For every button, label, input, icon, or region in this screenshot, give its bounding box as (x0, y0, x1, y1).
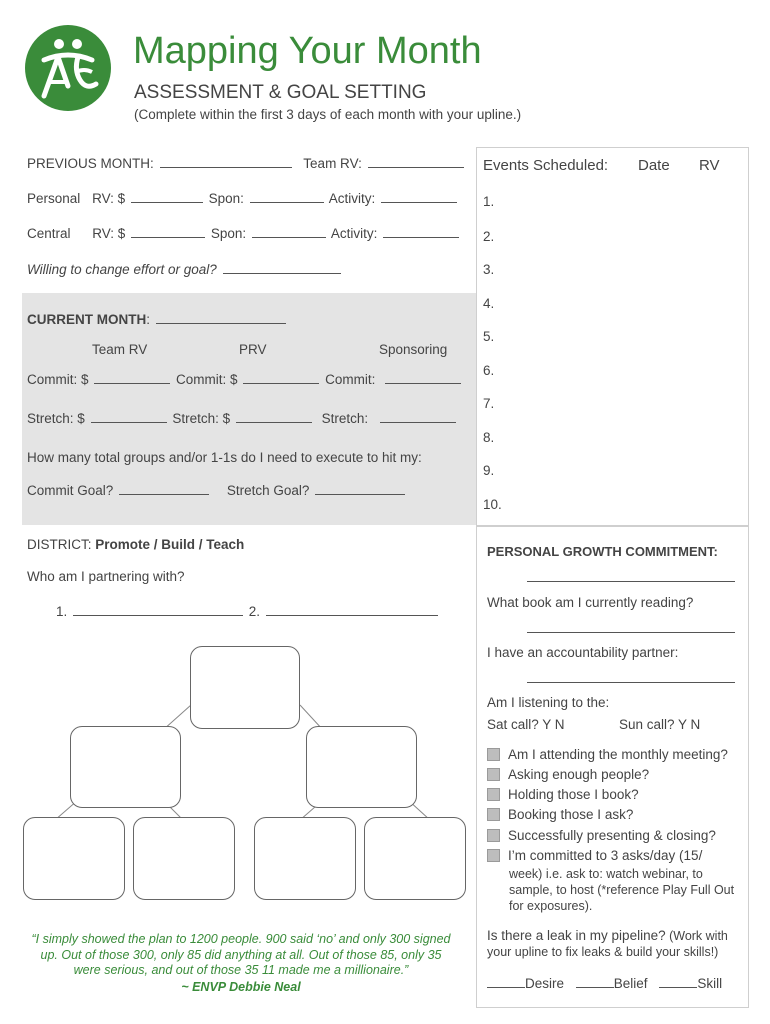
stretch-goal-label: Stretch Goal? (226, 483, 310, 498)
groups-question: How many total groups and/or 1-1s do I need to execute to hit my: (27, 450, 422, 465)
col-sponsoring: Sponsoring (379, 342, 448, 357)
asks-detail: week) i.e. ask to: watch webinar, to sample, to host (*reference Play Full Out for exposures). (509, 867, 735, 913)
events-rv-header: RV (699, 157, 720, 174)
org-box-left[interactable] (70, 726, 181, 808)
stretch-spon-label: Stretch: (321, 411, 369, 426)
event-item[interactable]: 6. (483, 363, 495, 378)
previous-month-label: PREVIOUS MONTH: (27, 156, 154, 171)
quote-author: ~ ENVP Debbie Neal (181, 980, 301, 994)
check-item[interactable] (487, 828, 716, 843)
checkbox[interactable] (487, 808, 500, 821)
check-label: Holding those I book? (508, 787, 639, 802)
org-box-right[interactable] (306, 726, 417, 808)
check-item[interactable] (487, 747, 728, 762)
district-label: DISTRICT: (27, 537, 92, 552)
partner-1-label: 1. (56, 604, 68, 619)
willing-label: Willing to change effort or goal? (27, 262, 217, 277)
checkbox[interactable] (487, 849, 500, 862)
page-instruction: (Complete within the first 3 days of each month with your upline.) (134, 107, 522, 122)
accountability-answer-field[interactable] (527, 682, 735, 683)
central-spon-label: Spon: (210, 226, 247, 241)
events-box (476, 147, 749, 526)
accountability-field[interactable] (527, 632, 735, 633)
check-label: I’m committed to 3 asks/day (15/ (508, 848, 703, 863)
page-title: Mapping Your Month (133, 30, 482, 72)
skills-row (487, 976, 722, 991)
sat-call[interactable]: Sat call? Y N (487, 717, 565, 732)
commit-goal-label: Commit Goal? (27, 483, 114, 498)
central-label: Central (27, 226, 71, 241)
commit-prv-label: Commit: $ (176, 372, 238, 387)
central-rv-label: RV: $ (92, 226, 126, 241)
check-item[interactable] (487, 807, 633, 822)
leak-question-block (487, 928, 745, 960)
current-month-label: CURRENT MONTH (27, 312, 147, 327)
leak-note: (Work with your upline to fix leaks & build your skills!) (487, 929, 728, 959)
book-field[interactable] (527, 581, 735, 582)
check-label: Asking enough people? (508, 767, 650, 782)
personal-rv-label: RV: $ (92, 191, 126, 206)
desire-field[interactable] (487, 976, 525, 988)
belief-label: Belief (613, 976, 648, 991)
check-label: Successfully presenting & closing? (508, 828, 716, 843)
belief-field[interactable] (576, 976, 614, 988)
stretch-team-label: Stretch: $ (27, 411, 85, 426)
partner-2-label: 2. (248, 604, 261, 619)
event-item[interactable]: 1. (483, 194, 495, 209)
page-subtitle: ASSESSMENT & GOAL SETTING (134, 82, 427, 103)
checkbox[interactable] (487, 829, 500, 842)
quote-text: “I simply showed the plan to 1200 people. 900 said ‘no’ and only 300 signed up. Out of those 300, only 85 did anything at all. Out of those 85, only 35 were serious, and out of those 35 11 made me a millionaire.” (31, 932, 451, 977)
growth-title: PERSONAL GROWTH COMMITMENT: (487, 544, 718, 559)
skill-label: Skill (697, 976, 723, 991)
event-item[interactable]: 7. (483, 396, 495, 411)
event-item[interactable]: 4. (483, 296, 495, 311)
events-date-header: Date (638, 157, 670, 174)
events-title: Events Scheduled: (483, 157, 609, 174)
team-rv-label: Team RV: (303, 156, 362, 171)
stretch-prv-label: Stretch: $ (172, 411, 231, 426)
org-box-top[interactable] (190, 646, 300, 729)
desire-label: Desire (525, 976, 565, 991)
district-value: Promote / Build / Teach (95, 537, 245, 552)
event-item[interactable]: 3. (483, 262, 495, 277)
event-item[interactable]: 5. (483, 329, 495, 344)
org-box-leaf-4[interactable] (364, 817, 466, 900)
event-item[interactable]: 10. (483, 497, 502, 512)
checkbox[interactable] (487, 788, 500, 801)
check-label: Booking those I ask? (508, 807, 634, 822)
checkbox[interactable] (487, 768, 500, 781)
check-item[interactable] (487, 767, 649, 782)
col-team-rv: Team RV (92, 342, 148, 357)
org-box-leaf-1[interactable] (23, 817, 125, 900)
event-item[interactable]: 9. (483, 463, 495, 478)
check-item[interactable] (487, 787, 639, 802)
commit-team-label: Commit: $ (27, 372, 89, 387)
personal-spon-label: Spon: (208, 191, 244, 206)
leak-question: Is there a leak in my pipeline? (487, 928, 666, 943)
central-activity-label: Activity: (330, 226, 378, 241)
sun-call[interactable]: Sun call? Y N (619, 717, 701, 732)
accountability-question: I have an accountability partner: (487, 645, 679, 660)
personal-activity-label: Activity: (328, 191, 376, 206)
partner-question: Who am I partnering with? (27, 569, 185, 584)
personal-label: Personal (27, 191, 81, 206)
skill-field[interactable] (659, 976, 697, 988)
commit-spon-label: Commit: (325, 372, 376, 387)
checkbox[interactable] (487, 748, 500, 761)
event-item[interactable]: 8. (483, 430, 495, 445)
org-box-leaf-2[interactable] (133, 817, 235, 900)
col-prv: PRV (239, 342, 267, 357)
event-item[interactable]: 2. (483, 229, 495, 244)
book-question: What book am I currently reading? (487, 595, 694, 610)
org-box-leaf-3[interactable] (254, 817, 356, 900)
current-month-colon: : (146, 312, 151, 327)
listening-question: Am I listening to the: (487, 695, 610, 710)
check-label: Am I attending the monthly meeting? (508, 747, 728, 762)
check-item[interactable] (487, 848, 702, 863)
